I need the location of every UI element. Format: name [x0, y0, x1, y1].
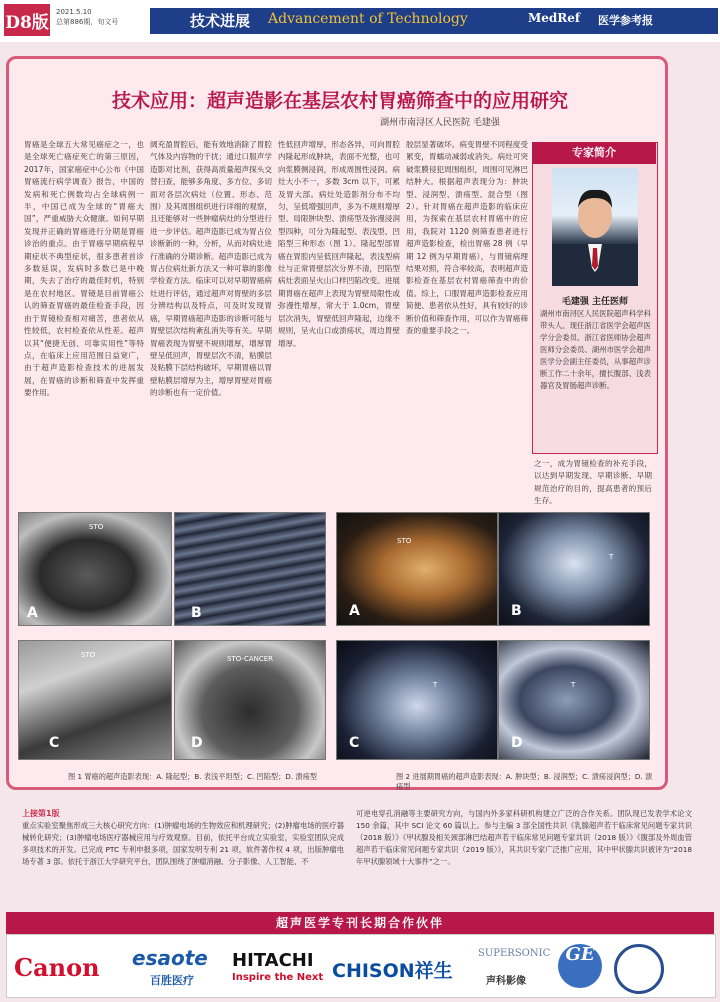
expert-profile-header: 专家简介 — [532, 142, 656, 164]
page-number: D8版 — [4, 4, 50, 36]
expert-portrait — [552, 168, 638, 286]
image-mark: T — [571, 681, 576, 689]
article-column-3: 性低回声增厚，形态各异，可向胃腔内隆起形成肿块，表面不光整，也可向浆膜侧浸润，形成周围性浸润。病灶大小不一，多数 3cm 以下，可累及胃大部。病灶处造影剂分布不均匀，呈低增强回声，多为不规则增厚型、局限肿块型、溃疡型及弥漫浸润型四种，可分为隆起型、表浅型、凹陷型三种形态（图 1）。隆起型部胃癌在胃腔内呈低回声隆起，表浅型病灶与正常胃壁层次分界不清，凹陷型病灶表面呈火山口样凹陷改变。进展期胃癌在超声上表现为胃壁局限性或弥漫性增厚，常大于 1.0cm，胃壁层次消失，胃壁低回声隆起，边缘不规则，呈火山口或溃疡状，周边胃壁增厚。 — [278, 140, 400, 348]
ge-logo: GE — [558, 944, 602, 988]
esaote-cn-logo: 百胜医疗 — [150, 974, 194, 987]
supersonic-logo: SUPERSONIC — [478, 948, 551, 959]
image-mark: T — [433, 681, 438, 689]
issue-number-line: 总第886期，旬文号 — [56, 18, 119, 26]
article-column-5: 之一，成为胃镜检查的补充手段，以达到早期发现、早期诊断、早期规范治疗的目的，提高患者的预后生存。 — [534, 459, 652, 506]
ultrasound-image-2c — [336, 640, 498, 760]
issue-date — [56, 7, 118, 27]
continued-from-tag: 上接第1版 — [22, 809, 60, 818]
partners-banner: 超声医学专刊长期合作伙伴 — [6, 912, 714, 934]
image-label: A — [27, 605, 38, 621]
chison-logo: CHISON祥生 — [332, 960, 453, 982]
article-column-4: 胶层显著破坏。病变胃壁不同程度受累变，胃蠕动减弱或消失。病灶可突破浆膜侵犯周围组织，周围可见淋巴结肿大。根据超声表现分为：肿块型、浸润型、溃疡型、混合型（图 2）。针对胃癌在超声造影的临床应用，为探索在基层农村胃癌中的应用，我院对 1120 例筛查患者进行超声造影检查，检出胃癌 28 例（早期 12 例为早期胃癌），与胃镜病理结果对照，符合率较高，表明超声造影检查在基层农村胃癌筛查中的价值。综上，口服胃超声造影检查应用简便、患者依从性好，具有较好的诊断价值和筛查作用，可以作为胃癌筛查的重要手段之一。 — [406, 140, 528, 336]
image-label: B — [511, 603, 522, 619]
ultrasound-image-2a — [336, 512, 498, 626]
society-emblem-icon — [614, 944, 664, 994]
expert-bio: 湖州市南浔区人民医院超声科学科带头人。现任浙江省医学会超声医学分会委员、浙江省医师协会超声医师分会委员、湖州市医学会超声医学分会副主任委员，从事超声诊断工作二十余年，擅长腹部、浅表器官及胃肠超声诊断。 — [540, 309, 651, 390]
figure-2-caption: 图 2 进展期胃癌的超声造影表现：A. 肿块型；B. 浸润型；C. 溃疡浸润型；D. 溃疡型 — [396, 772, 653, 791]
article-author: 湖州市南浔区人民医院 毛建强 — [380, 118, 500, 128]
figure-1-caption: 图 1 胃癌的超声造影表现：A. 隆起型；B. 表浅平坦型；C. 凹陷型；D. 溃疡型 — [68, 772, 317, 781]
image-label: D — [511, 735, 523, 751]
image-mark: STO — [89, 523, 104, 531]
image-label: B — [191, 605, 202, 621]
image-label: C — [349, 735, 360, 751]
canon-logo: Canon — [14, 953, 100, 982]
medref-logo: MedRef — [528, 11, 581, 25]
ultrasound-image-1a — [18, 512, 172, 626]
ultrasound-image-2b — [498, 512, 650, 626]
image-label: D — [191, 735, 203, 751]
portrait-illustration — [552, 168, 638, 286]
image-mark: STO-CANCER — [227, 655, 274, 663]
image-mark: STO — [81, 651, 96, 659]
image-label: C — [49, 735, 60, 751]
supersonic-cn-logo: 声科影像 — [486, 976, 526, 987]
ultrasound-image-2d — [498, 640, 650, 760]
ultrasound-image-1d — [174, 640, 326, 760]
newspaper-logo: 医学参考报 — [598, 14, 653, 27]
section-title-en: Advancement of Technology — [268, 11, 468, 27]
hitachi-slogan: Inspire the Next — [232, 972, 324, 983]
section-title-cn: 技术进展 — [190, 12, 251, 30]
image-mark: STO — [397, 537, 412, 545]
expert-name: 毛建强 主任医师 — [561, 297, 629, 307]
ultrasound-image-1c — [18, 640, 172, 760]
article-column-1: 胃癌是全球五大常见癌症之一，也是全球死亡癌症死亡的第三原因，2017年，国家癌症中心公布《中国胃癌流行病学调查》报告，中国的发病和死亡例数均占全球病例一半，中国已成为全球的“胃癌大国”，严重威胁大众健康。如何早期发现并正确的胃癌进行分期是胃癌诊治的重点。由于胃癌早期病程早期症状不典型症状，很多患者首诊多数延误，发病时多数已是中晚期，失去了治疗的最佳时机，特别是在农村地区。胃镜是目前胃癌公认的筛查胃癌的最佳检查手段，因由于胃镜检查相对痛苦，患者依从性较低，农村检查依从性差。超声以其“便捷无创、可靠实用性”等特点，在临床上应用范围日益宽广，由于超声造影检查技术的进展发展，在胃癌的诊断和筛查中发挥重要作用。 — [24, 140, 144, 398]
hitachi-logo: HITACHI — [232, 950, 314, 971]
image-label: A — [349, 603, 360, 619]
issue-date-line: 2021.5.10 — [56, 8, 92, 16]
esaote-logo: esaote — [132, 946, 208, 970]
article-column-2: 阔充盈胃腔后，能有效地消除了胃腔气体及内容物的干扰；通过口服声学造影对比剂，获得高质量超声探头交替扫查，能够多角度、多方位、多切面对各层次病灶（位置、形态、范围）及其周围组织进行详细的观察，且还能够对一些肿瘤病灶的分型进行进一步评估。超声造影已成为胃占位诊断新的一种，分析，从而对病灶进行准确的分期诊断。超声造影已成为胃占位病灶新方法又一种可靠的影像学检查方法。临床可以对早期胃癌病灶进行评估，通过超声对胃壁的多层分辨结构以及特点，可及时发现胃癌，早期胃癌超声造影的诊断可能与胃壁层次结构紊乱消失等有关。早期胃癌表现为胃壁不规则增厚，增厚胃壁呈低回声，胃壁层次不清，粘膜层及粘膜下层结构破坏，早期胃癌以胃壁粘膜层增厚为主，增厚胃壁对胃癌的诊断也有一定价值。 — [150, 140, 272, 398]
continued-column-1: 重点实验室聚焦形成三大核心研究方向：(1)肿瘤电场的生物效应和机理研究；(2)肿瘤电场的医疗器械转化研究；(3)肿瘤电场医疗器械应用与疗效观察。目前，依托平台成立实验室，实验室团队完成多项技术的开发。已完成 PTC 专利申报多项，国家发明专利 21 项，软件著作权 4 项，出版肿瘤电场专著 3 部。依托于浙江大学研究平台，团队围绕了肿瘤消融、分子影像、人工智能、不 — [22, 821, 344, 866]
image-mark: T — [609, 553, 614, 561]
article-title: 技术应用：超声造影在基层农村胃癌筛查中的应用研究 — [111, 90, 568, 112]
continued-column-2: 可逆电穿孔消融等主要研究方向，与国内外多家科研机构建立广泛的合作关系。团队现已发表学术论文 150 余篇，其中 SCI 论文 60 篇以上。参与主编 3 部全国性共识《乳腺超声若干临床常见问题专家共识（2018 版）》《甲状腺及相关颈部淋巴结超声若干临床常见问题专家共识（2018 版）》《腹部及外周血管超声若干临床常见问题专家共识（2019 版）》，其共识专家广泛推广应用，其中甲状腺共识被评为“2018 年甲状腺领域十大事件”之一。 — [356, 809, 692, 866]
ultrasound-image-1b — [174, 512, 326, 626]
